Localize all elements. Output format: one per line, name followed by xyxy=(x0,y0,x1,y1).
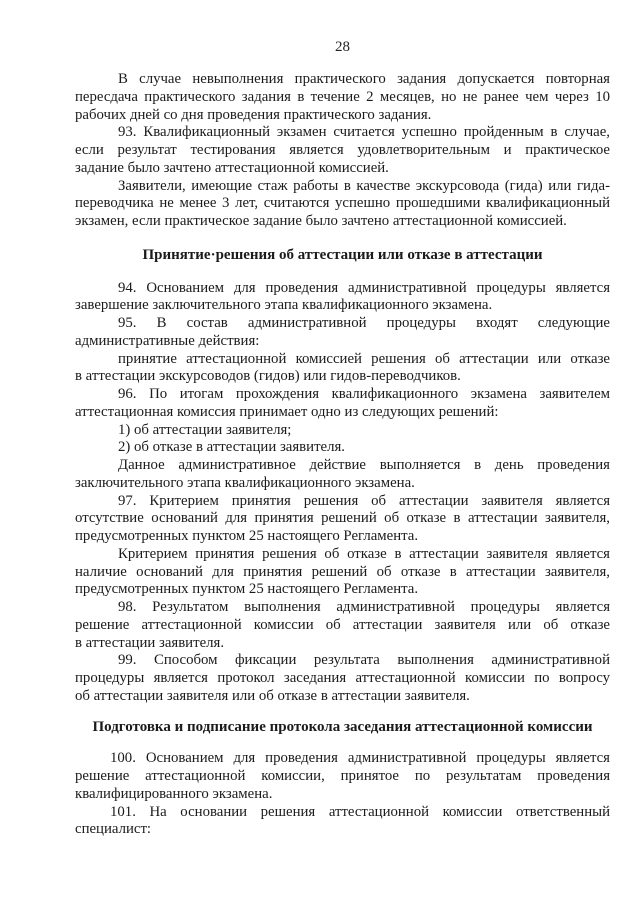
paragraph-line: экзамен, если практическое задание было зачтено аттестационной комиссией. xyxy=(75,213,567,229)
paragraph-line: 93. Квалификационный экзамен считается успешно пройденным в случае, xyxy=(118,124,610,141)
paragraph xyxy=(75,71,610,124)
paragraph-line: аттестационная комиссия принимает одно из следующих решений: xyxy=(75,403,499,420)
page-number: 28 xyxy=(335,39,350,55)
paragraph xyxy=(75,386,610,422)
paragraph xyxy=(75,546,610,599)
paragraph-line: 94. Основанием для проведения административной процедуры является xyxy=(118,279,610,296)
paragraph xyxy=(75,750,610,803)
document-body xyxy=(75,71,610,839)
paragraph-line: 1) об аттестации заявителя; xyxy=(118,421,292,438)
paragraph-line: В случае невыполнения практического задания допускается повторная xyxy=(118,71,610,87)
paragraph-line: решение аттестационной комиссии, принятое по результатам проведения xyxy=(75,768,610,784)
paragraph xyxy=(75,652,610,705)
paragraph-line: наличие оснований для принятия решений об отказе в аттестации заявителя, xyxy=(75,563,610,580)
paragraph-line: отсутствие оснований для принятия решений об отказе в аттестации заявителя, xyxy=(75,510,610,527)
paragraph-line: процедуры является протокол заседания аттестационной комиссии по вопросу xyxy=(75,670,610,686)
section-heading: Подготовка и подписание протокола заседания аттестационной комиссии xyxy=(92,718,593,735)
paragraph-line: пересдача практического задания в течение 2 месяцев, но не ранее чем через 10 xyxy=(75,88,610,105)
list-item xyxy=(75,422,610,440)
paragraph-line: об аттестации заявителя или об отказе в аттестации заявителя. xyxy=(75,687,470,704)
paragraph-line: 97. Критерием принятия решения об аттестации заявителя является xyxy=(118,492,610,509)
paragraph xyxy=(75,804,610,840)
paragraph-line: 96. По итогам прохождения квалификационного экзамена заявителем xyxy=(118,386,610,402)
paragraph-line: Критерием принятия решения об отказе в аттестации заявителя является xyxy=(118,545,610,562)
paragraph-line: задание было зачтено аттестационной комиссией. xyxy=(75,159,389,176)
paragraph-line: 98. Результатом выполнения административной процедуры является xyxy=(118,599,610,615)
paragraph xyxy=(75,124,610,177)
paragraph-line: заключительного этапа квалификационного экзамена. xyxy=(75,474,415,491)
paragraph-line: предусмотренных пунктом 25 настоящего Регламента. xyxy=(75,581,419,598)
paragraph-line: если результат тестирования является удовлетворительным и практическое xyxy=(75,142,610,158)
paragraph-line: Данное административное действие выполняется в день проведения xyxy=(118,457,610,473)
paragraph-line: 2) об отказе в аттестации заявителя. xyxy=(118,439,345,456)
list-item xyxy=(75,439,610,457)
paragraph-line: Заявители, имеющие стаж работы в качестве экскурсовода (гида) или гида- xyxy=(118,177,610,194)
paragraph-line: в аттестации заявителя. xyxy=(75,634,225,651)
paragraph xyxy=(75,493,610,546)
paragraph-line: специалист: xyxy=(75,821,152,838)
paragraph-line: завершение заключительного этапа квалификационного экзамена. xyxy=(75,297,493,314)
section-heading: Принятие·решения об аттестации или отказе в аттестации xyxy=(142,246,543,263)
paragraph-line: 100. Основанием для проведения административной процедуры является xyxy=(110,750,610,767)
paragraph xyxy=(75,599,610,652)
paragraph-line: предусмотренных пунктом 25 настоящего Регламента. xyxy=(75,528,419,544)
paragraph xyxy=(75,178,610,231)
paragraph-line: принятие аттестационной комиссией решения об аттестации или отказе xyxy=(118,350,610,367)
paragraph xyxy=(75,351,610,387)
paragraph-line: 101. На основании решения аттестационной комиссии ответственный xyxy=(110,803,610,820)
paragraph xyxy=(75,315,610,351)
paragraph-line: 95. В состав административной процедуры входят следующие xyxy=(118,315,610,331)
paragraph-line: в аттестации экскурсоводов (гидов) или гидов-переводчиков. xyxy=(75,368,461,385)
paragraph-line: решение аттестационной комиссии об аттестации заявителя или об отказе xyxy=(75,616,610,633)
paragraph-line: рабочих дней со дня проведения практического задания. xyxy=(75,106,432,123)
paragraph xyxy=(75,280,610,316)
paragraph-line: 99. Способом фиксации результата выполнения административной xyxy=(118,652,610,669)
paragraph xyxy=(75,457,610,493)
paragraph-line: административные действия: xyxy=(75,332,260,349)
paragraph-line: переводчика не менее 3 лет, считаются успешно прошедшими квалификационный xyxy=(75,195,610,212)
paragraph-line: квалифицированного экзамена. xyxy=(75,785,273,802)
